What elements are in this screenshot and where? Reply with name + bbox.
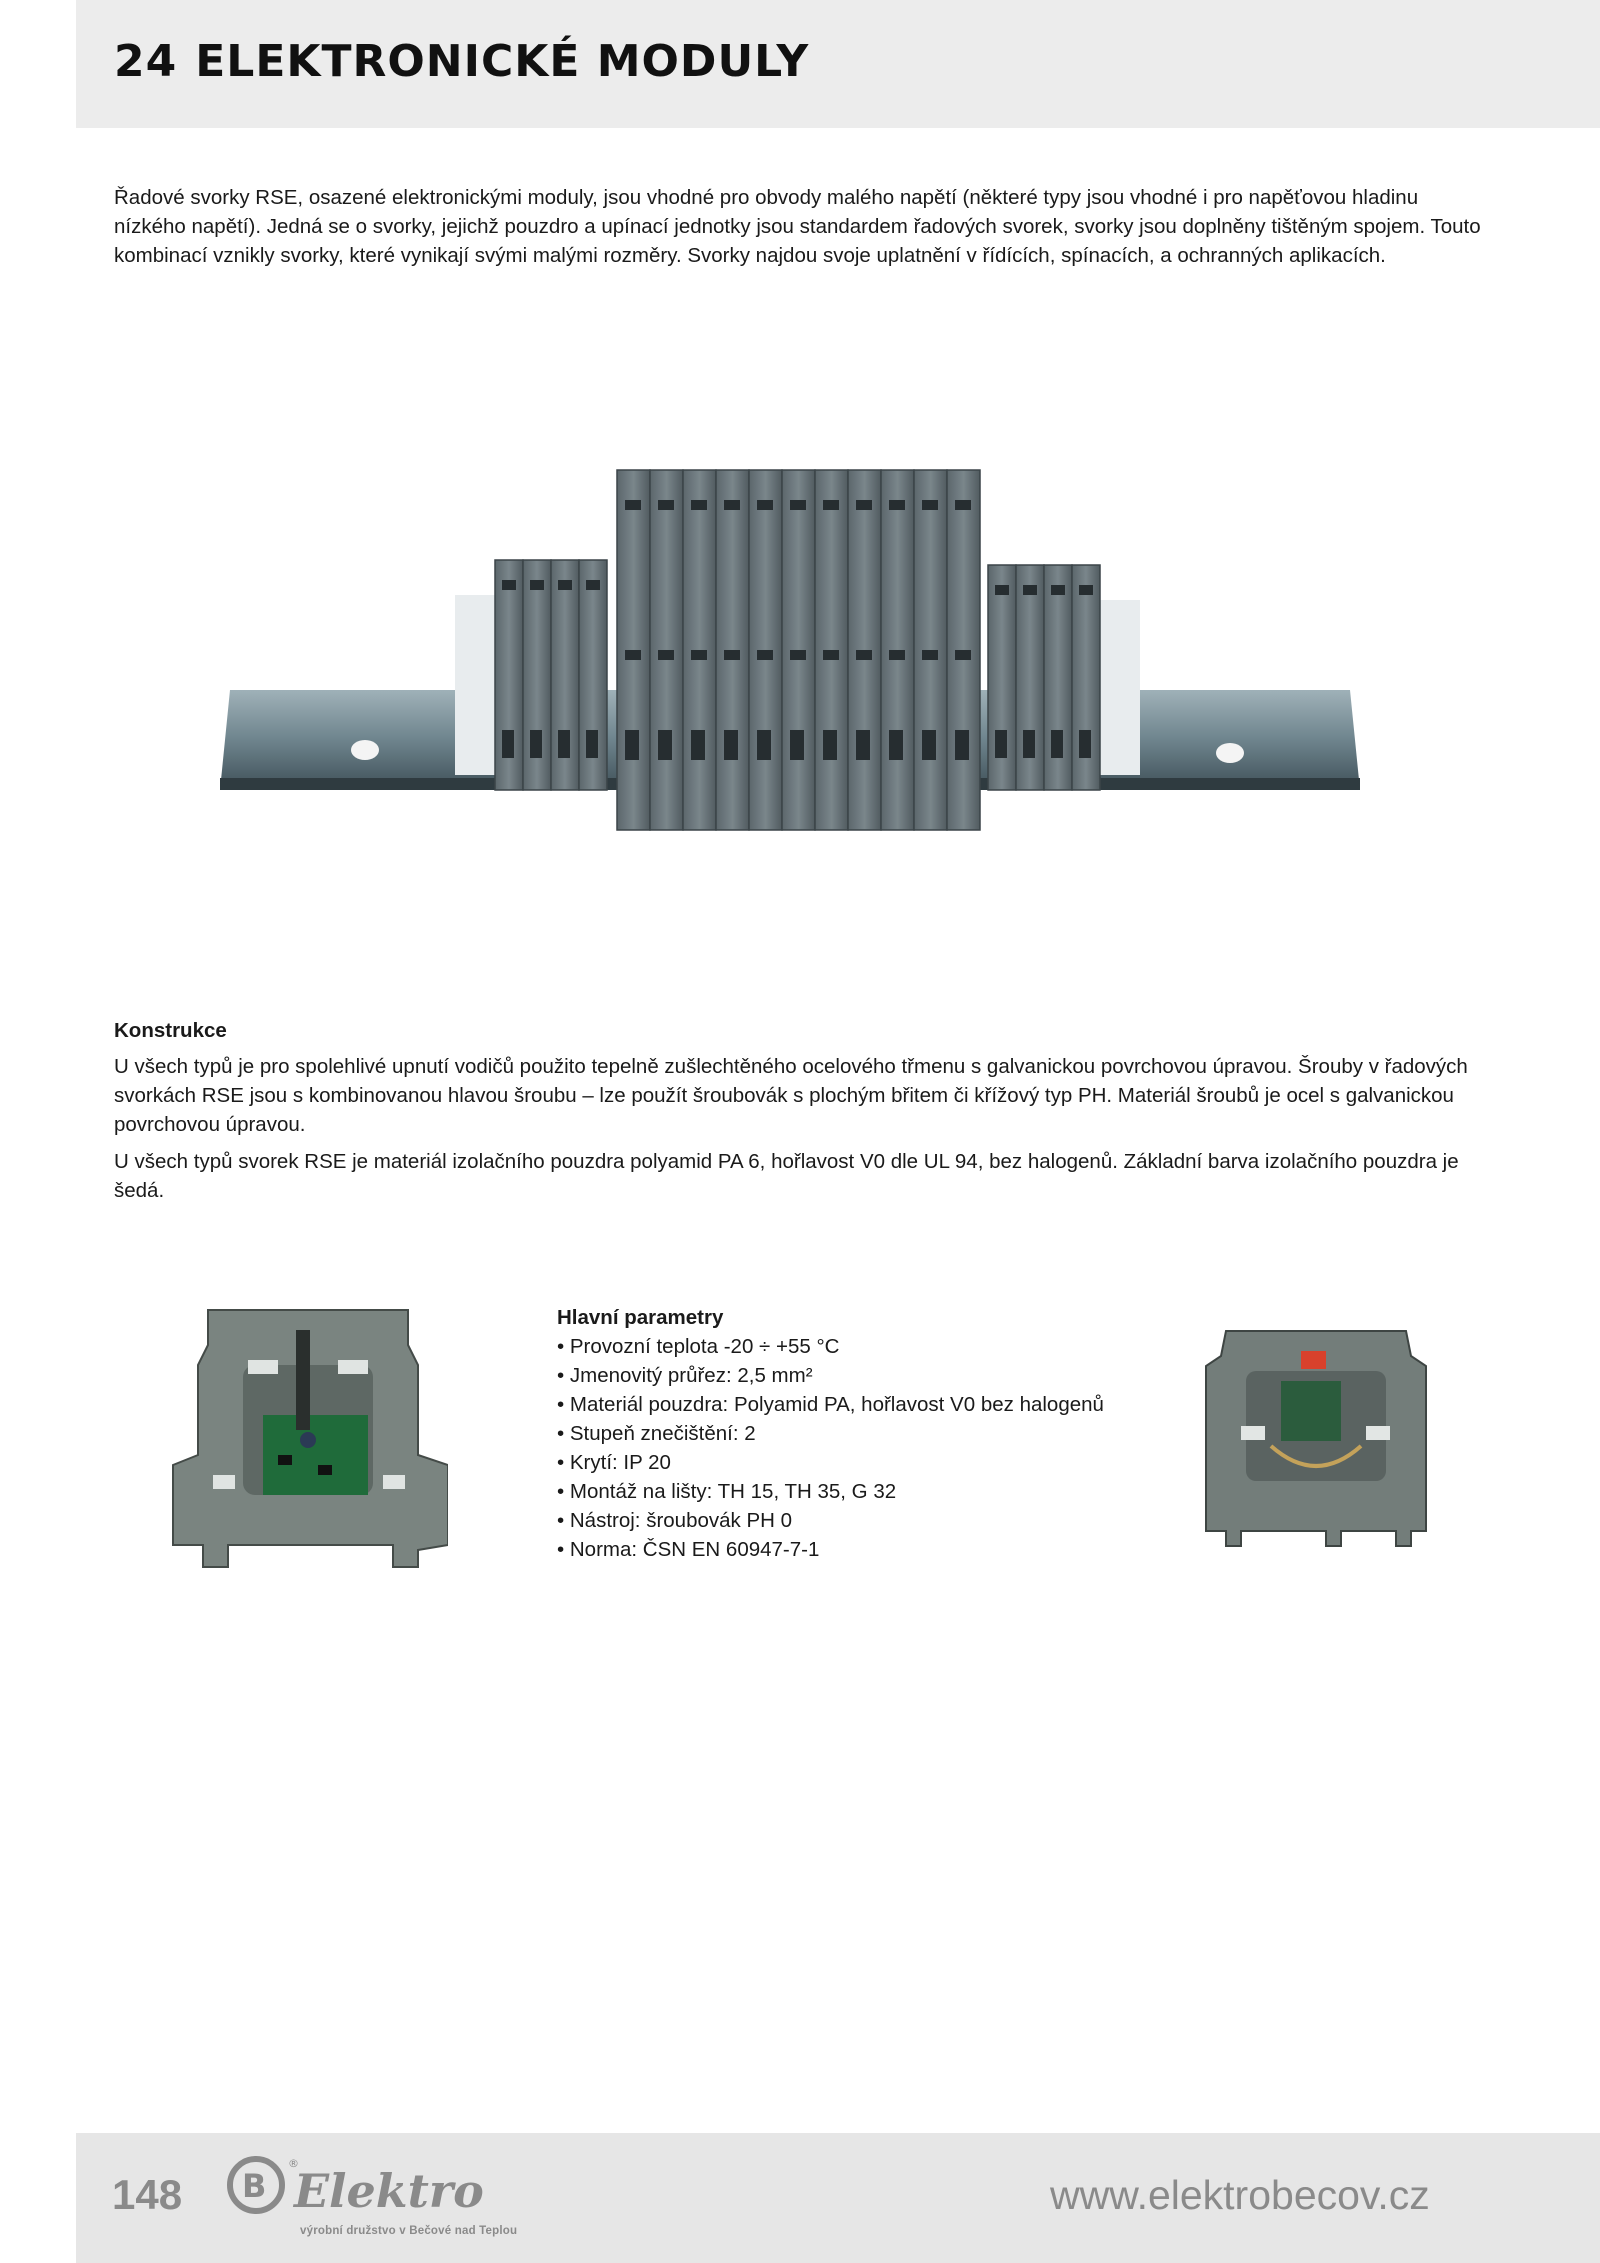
chapter-heading [114, 36, 809, 87]
params-title: Hlavní parametry [557, 1306, 724, 1329]
konstrukce-paragraph-1: U všech typů je pro spolehlivé upnutí vodičů použito tepelně zušlechtěného ocelového třmenu s galvanickou povrchovou úpravou. Šrouby v řadových svorkách RSE jsou s kombinovanou hlavou šroubu – lze použít šroubovák s plochým břitem či křížový typ PH. Materiál šroubů je ocel s galvanickou povrchovou úpravou. [114, 1055, 1468, 1136]
module-photo-left [168, 1305, 448, 1570]
intro-text [114, 183, 1486, 270]
chapter-number: 24 [114, 36, 178, 87]
param-item: • Provozní teplota -20 ÷ +55 °C [557, 1335, 840, 1358]
terminal-rail-photo [220, 460, 1360, 840]
params-list [557, 1332, 1117, 1564]
page-number: 148 [112, 2171, 183, 2218]
param-item: • Krytí: IP 20 [557, 1451, 671, 1474]
svg-text:®: ® [288, 2157, 299, 2170]
param-item: • Montáž na lišty: TH 15, TH 35, G 32 [557, 1480, 897, 1503]
param-item: • Norma: ČSN EN 60947-7-1 [557, 1538, 820, 1561]
chapter-title: ELEKTRONICKÉ MODULY [195, 36, 810, 87]
konstrukce-section [114, 1016, 1486, 1205]
param-item: • Materiál pouzdra: Polyamid PA, hořlavost V0 bez halogenů [557, 1393, 1104, 1416]
param-item: • Stupeň znečištění: 2 [557, 1422, 756, 1445]
param-item: • Jmenovitý průřez: 2,5 mm² [557, 1364, 813, 1387]
logo-caption: výrobní družstvo v Bečové nad Teplou [300, 2225, 518, 2237]
main-parameters [557, 1303, 1117, 1564]
website-url[interactable]: www.elektrobecov.cz [1050, 2172, 1430, 2218]
module-photo-right [1196, 1326, 1436, 1551]
konstrukce-title: Konstrukce [114, 1019, 227, 1042]
param-item: • Nástroj: šroubovák PH 0 [557, 1509, 793, 1532]
intro-paragraph: Řadové svorky RSE, osazené elektronickými moduly, jsou vhodné pro obvody malého napětí (některé typy jsou vhodné i pro napěťovou hladinu nízkého napětí). Jedná se o svorky, jejichž pouzdro a upínací jednotky jsou standardem řadových svorek, svorky jsou doplněny tištěným spojem. Touto kombinací vznikly svorky, které vynikají svými malými rozměry. Svorky najdou svoje uplatnění v řídících, spínacích, a ochranných aplikacích. [114, 186, 1481, 267]
elektro-logo [226, 2155, 546, 2225]
svg-text:B: B [242, 2167, 267, 2205]
konstrukce-paragraph-2: U všech typů svorek RSE je materiál izolačního pouzdra polyamid PA 6, hořlavost V0 dle UL 94, bez halogenů. Základní barva izolačního pouzdra je šedá. [114, 1150, 1459, 1202]
logo-wordmark: Elektro [294, 2164, 484, 2218]
